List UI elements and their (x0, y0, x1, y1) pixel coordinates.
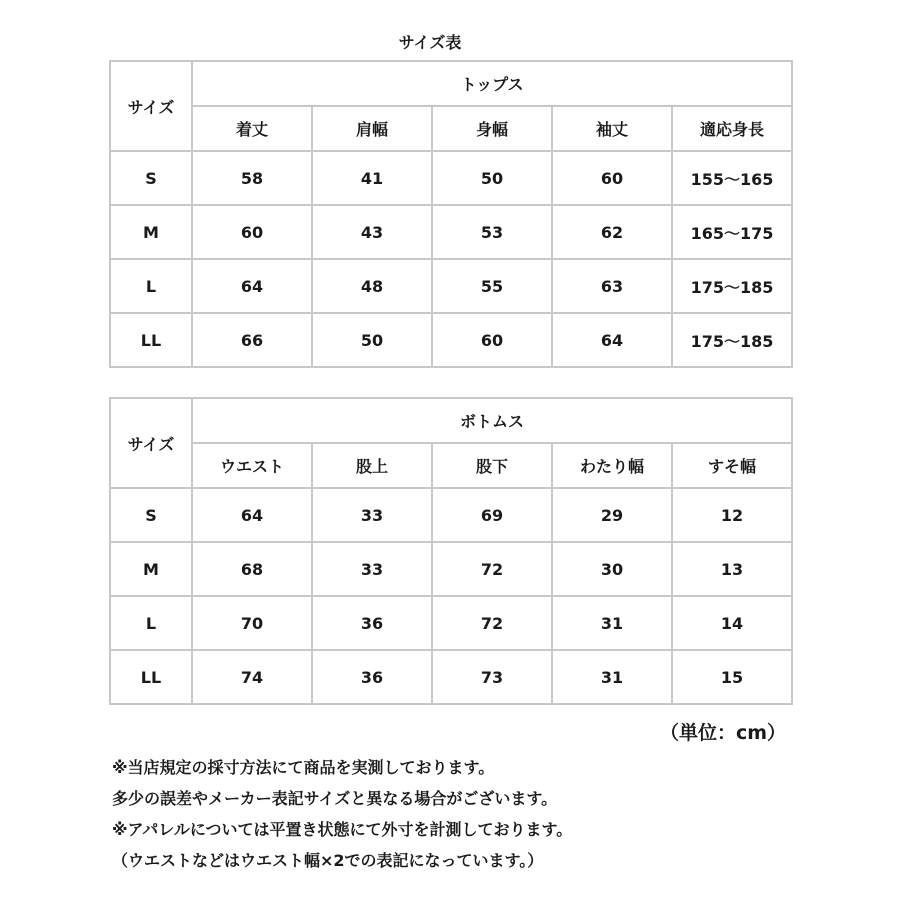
value-cell: 72 (432, 596, 552, 650)
tops-group-header: トップス (192, 61, 792, 106)
size-cell: S (110, 488, 192, 542)
note-line: 多少の誤差やメーカー表記サイズと異なる場合がございます。 (112, 789, 558, 808)
value-cell: 36 (312, 596, 432, 650)
value-cell: 155～165 (672, 151, 792, 205)
column-header: ウエスト (192, 443, 312, 488)
column-header: わたり幅 (552, 443, 672, 488)
value-cell: 53 (432, 205, 552, 259)
value-cell: 55 (432, 259, 552, 313)
column-header: 着丈 (192, 106, 312, 151)
table-row (110, 488, 792, 542)
column-header: 袖丈 (552, 106, 672, 151)
value-cell: 72 (432, 542, 552, 596)
value-cell: 29 (552, 488, 672, 542)
value-cell: 175～185 (672, 313, 792, 367)
note-line: ※当店規定の採寸方法にて商品を実測しております。 (112, 758, 495, 777)
value-cell: 13 (672, 542, 792, 596)
size-header: サイズ (110, 398, 192, 488)
value-cell: 31 (552, 650, 672, 704)
table-row (110, 259, 792, 313)
size-cell: LL (110, 650, 192, 704)
value-cell: 165～175 (672, 205, 792, 259)
value-cell: 36 (312, 650, 432, 704)
value-cell: 43 (312, 205, 432, 259)
table-row (110, 596, 792, 650)
column-header: 股上 (312, 443, 432, 488)
bottoms-group-header: ボトムス (192, 398, 792, 443)
size-cell: L (110, 596, 192, 650)
bottoms-size-table (109, 397, 793, 705)
unit-label: （単位：cm） (660, 722, 787, 744)
value-cell: 33 (312, 542, 432, 596)
value-cell: 60 (192, 205, 312, 259)
page-title: サイズ表 (398, 33, 462, 52)
table-row (110, 313, 792, 367)
note-line: （ウエストなどはウエスト幅×2での表記になっています。） (112, 851, 544, 870)
size-cell: L (110, 259, 192, 313)
value-cell: 31 (552, 596, 672, 650)
size-header: サイズ (110, 61, 192, 151)
value-cell: 14 (672, 596, 792, 650)
table-row (110, 205, 792, 259)
value-cell: 63 (552, 259, 672, 313)
value-cell: 62 (552, 205, 672, 259)
value-cell: 64 (192, 488, 312, 542)
table-row (110, 650, 792, 704)
tops-size-table (109, 60, 793, 368)
table-row (110, 151, 792, 205)
value-cell: 70 (192, 596, 312, 650)
size-cell: M (110, 205, 192, 259)
notes (112, 752, 572, 876)
value-cell: 58 (192, 151, 312, 205)
value-cell: 15 (672, 650, 792, 704)
column-header: すそ幅 (672, 443, 792, 488)
value-cell: 64 (552, 313, 672, 367)
value-cell: 69 (432, 488, 552, 542)
value-cell: 175～185 (672, 259, 792, 313)
value-cell: 66 (192, 313, 312, 367)
value-cell: 68 (192, 542, 312, 596)
value-cell: 60 (552, 151, 672, 205)
column-header: 身幅 (432, 106, 552, 151)
value-cell: 50 (312, 313, 432, 367)
value-cell: 73 (432, 650, 552, 704)
value-cell: 48 (312, 259, 432, 313)
note-line: ※アパレルについては平置き状態にて外寸を計測しております。 (112, 820, 573, 839)
value-cell: 33 (312, 488, 432, 542)
value-cell: 50 (432, 151, 552, 205)
size-cell: LL (110, 313, 192, 367)
value-cell: 74 (192, 650, 312, 704)
size-cell: S (110, 151, 192, 205)
value-cell: 30 (552, 542, 672, 596)
value-cell: 12 (672, 488, 792, 542)
column-header: 肩幅 (312, 106, 432, 151)
table-row (110, 542, 792, 596)
value-cell: 60 (432, 313, 552, 367)
column-header: 適応身長 (672, 106, 792, 151)
size-cell: M (110, 542, 192, 596)
value-cell: 41 (312, 151, 432, 205)
value-cell: 64 (192, 259, 312, 313)
column-header: 股下 (432, 443, 552, 488)
